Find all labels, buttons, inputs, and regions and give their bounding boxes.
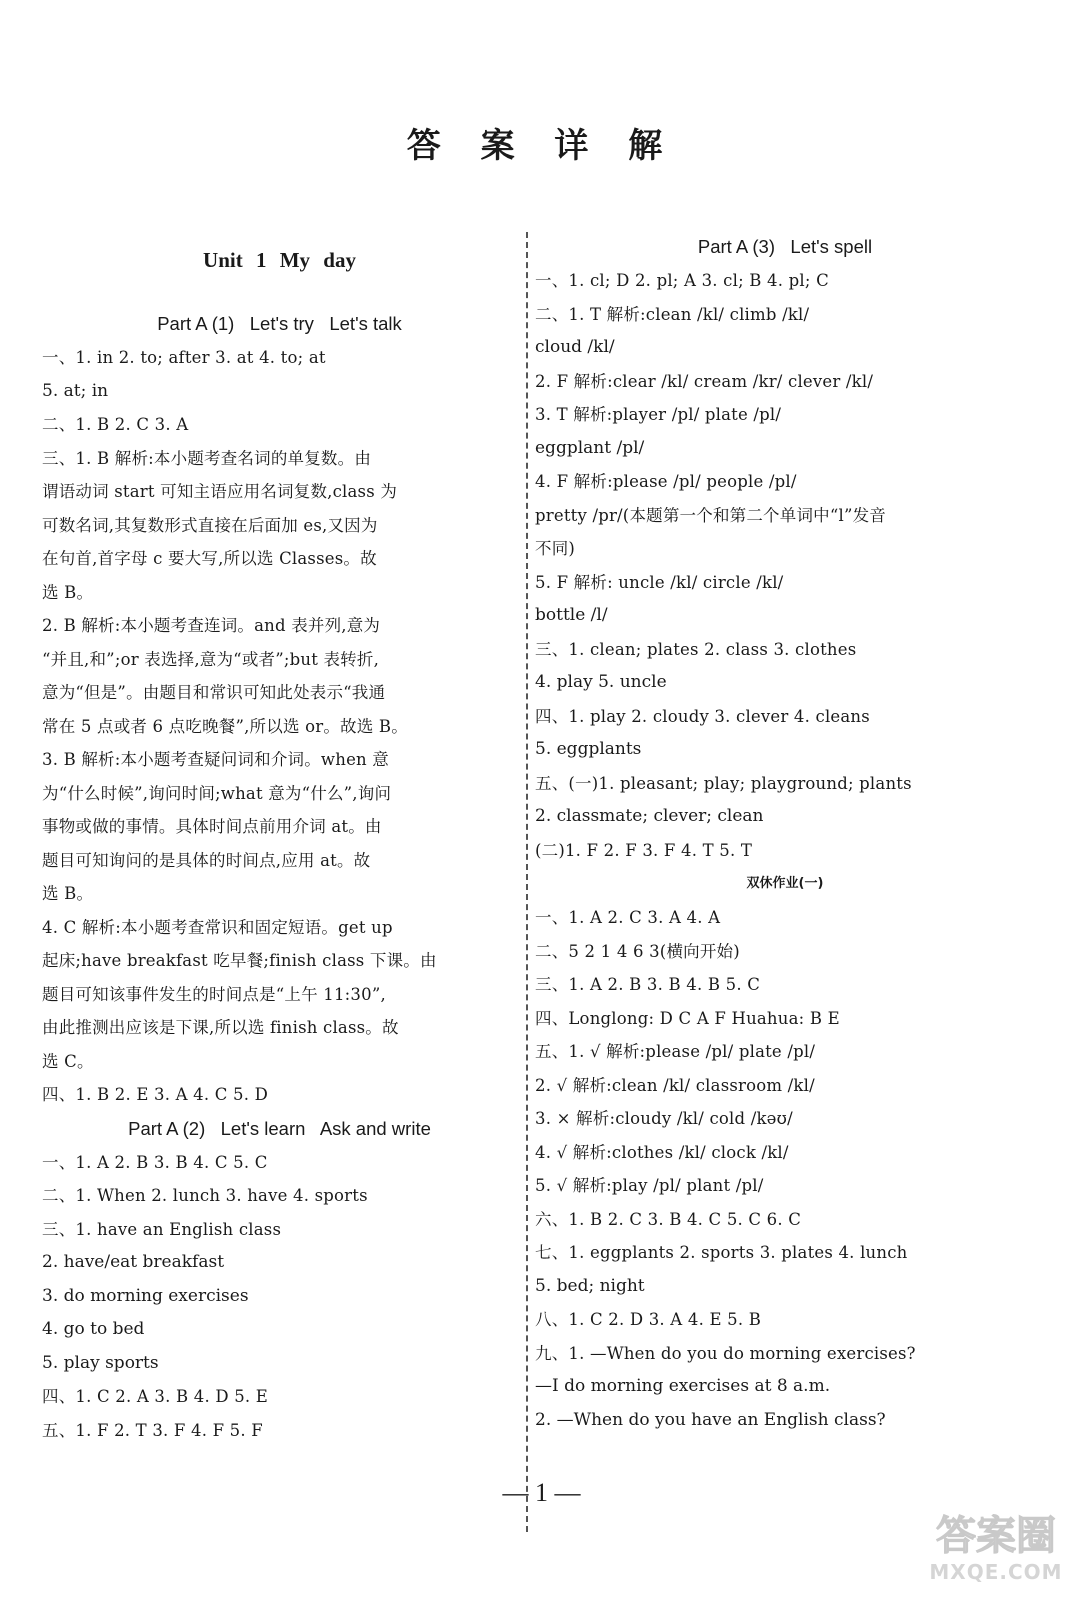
answer-line: 4. C 解析:本小题考查常识和固定短语。get up: [42, 917, 393, 937]
answer-line: 2. √ 解析:clean /kl/ classroom /kl/: [535, 1075, 815, 1095]
answer-line: 三、1. have an English class: [42, 1219, 282, 1239]
answer-line: 5. √ 解析:play /pl/ plant /pl/: [535, 1176, 764, 1195]
answer-line: 为“什么时候”,询问时间;what 意为“什么”,询问: [42, 783, 392, 803]
answer-line: 可数名词,其复数形式直接在后面加 es,又因为: [42, 515, 378, 535]
answer-line: “并且,和”;or 表选择,意为“或者”;but 表转折,: [42, 649, 380, 669]
answer-line: 3. do morning exercises: [42, 1285, 249, 1306]
watermark-url: MXQE.COM: [929, 1560, 1063, 1584]
answer-line: 一、1. cl; D 2. pl; A 3. cl; B 4. pl; C: [535, 271, 829, 290]
answer-line: 2. —When do you have an English class?: [535, 1409, 886, 1430]
watermark-logo: [921, 1512, 1071, 1592]
answer-line: 三、1. clean; plates 2. class 3. clothes: [535, 639, 857, 659]
page-title: 答 案 详 解: [406, 126, 677, 166]
answer-line: 由此推测出应该是下课,所以选 finish class。故: [42, 1018, 399, 1037]
answer-line: 在句首,首字母 c 要大写,所以选 Classes。故: [42, 549, 377, 568]
answer-line: 七、1. eggplants 2. sports 3. plates 4. lunch: [535, 1243, 908, 1262]
answer-line: 二、5 2 1 4 6 3(横向开始): [535, 941, 740, 961]
answer-line: 九、1. —When do you do morning exercises?: [535, 1343, 916, 1363]
answer-line: 题目可知该事件发生的时间点是“上午 11:30”,: [42, 984, 386, 1004]
answer-section: [42, 307, 517, 1112]
answer-line: 一、1. A 2. B 3. B 4. C 5. C: [42, 1152, 268, 1172]
answer-line: 三、1. B 解析:本小题考查名词的单复数。由: [42, 448, 372, 468]
answer-line: 选 C。: [42, 1051, 94, 1071]
answer-line: 四、Longlong: D C A F Huahua: B E: [535, 1008, 840, 1028]
answer-line: 2. B 解析:本小题考查连词。and 表并列,意为: [42, 616, 381, 635]
answer-line: 5. at; in: [42, 380, 109, 401]
answer-line: 一、1. in 2. to; after 3. at 4. to; at: [42, 348, 326, 367]
answer-line: 常在 5 点或者 6 点吃晚餐”,所以选 or。故选 B。: [42, 716, 408, 736]
answer-line: 4. √ 解析:clothes /kl/ clock /kl/: [535, 1142, 789, 1162]
unit-title: Unit 1 My day: [203, 248, 356, 272]
answer-line: 四、1. B 2. E 3. A 4. C 5. D: [42, 1085, 269, 1104]
answer-line: 3. B 解析:本小题考查疑问词和介词。when 意: [42, 750, 390, 769]
answer-line: 五、(一)1. pleasant; play; playground; plants: [535, 773, 912, 793]
answer-line: 5. play sports: [42, 1352, 159, 1373]
answer-line: 三、1. A 2. B 3. B 4. B 5. C: [535, 975, 761, 994]
answer-line: 5. bed; night: [535, 1275, 645, 1296]
answer-line: 选 B。: [42, 884, 94, 903]
right-answer-blocks: [535, 230, 1035, 1437]
answer-line: 五、1. √ 解析:please /pl/ plate /pl/: [535, 1042, 816, 1061]
answer-line: 5. F 解析: uncle /kl/ circle /kl/: [535, 572, 784, 592]
answer-line: 二、1. B 2. C 3. A: [42, 415, 189, 434]
page-number: — 1 —: [502, 1478, 581, 1507]
left-answer-blocks: [42, 307, 517, 1447]
answer-line: 3. × 解析:cloudy /kl/ cold /kəʊ/: [535, 1109, 793, 1128]
answer-line: 四、1. play 2. cloudy 3. clever 4. cleans: [535, 706, 870, 726]
answer-line: 五、1. F 2. T 3. F 4. F 5. F: [42, 1420, 263, 1440]
answer-line: 2. F 解析:clear /kl/ cream /kr/ clever /kl/: [535, 371, 874, 391]
watermark-glyphs: 答案圈: [936, 1513, 1056, 1559]
answer-line: pretty /pr/(本题第一个和第二个单词中“l”发音: [535, 505, 886, 525]
answer-section: [535, 867, 1035, 1437]
answer-line: cloud /kl/: [535, 337, 615, 357]
answer-line: 不同): [535, 539, 576, 558]
answer-line: (二)1. F 2. F 3. F 4. T 5. T: [535, 840, 753, 860]
answer-line: eggplant /pl/: [535, 437, 645, 458]
answer-line: 5. eggplants: [535, 739, 642, 759]
answer-section: [535, 230, 1035, 867]
answer-line: bottle /l/: [535, 605, 608, 625]
answer-section: [42, 1112, 517, 1448]
left-column: [42, 230, 517, 1447]
answer-line: 二、1. When 2. lunch 3. have 4. sports: [42, 1186, 368, 1205]
answer-line: 选 B。: [42, 582, 94, 602]
answer-line: 六、1. B 2. C 3. B 4. C 5. C 6. C: [535, 1209, 802, 1229]
answer-line: —I do morning exercises at 8 a.m.: [535, 1376, 831, 1396]
answer-line: 4. F 解析:please /pl/ people /pl/: [535, 472, 797, 491]
answer-line: 事物或做的事情。具体时间点前用介词 at。由: [42, 817, 382, 836]
section-heading: Part A (1) Let's try Let's talk: [157, 313, 402, 334]
answer-line: 四、1. C 2. A 3. B 4. D 5. E: [42, 1387, 269, 1406]
section-heading: Part A (2) Let's learn Ask and write: [128, 1117, 431, 1139]
answer-line: 八、1. C 2. D 3. A 4. E 5. B: [535, 1310, 762, 1329]
answer-line: 4. go to bed: [42, 1319, 145, 1339]
answer-line: 起床;have breakfast 吃早餐;finish class 下课。由: [42, 951, 437, 970]
right-column: [535, 230, 1035, 1437]
answer-line: 二、1. T 解析:clean /kl/ climb /kl/: [535, 304, 810, 324]
answer-line: 3. T 解析:player /pl/ plate /pl/: [535, 405, 782, 424]
answer-line: 意为“但是”。由题目和常识可知此处表示“我通: [42, 683, 386, 702]
answer-line: 题目可知询问的是具体的时间点,应用 at。故: [42, 850, 371, 870]
answer-line: 一、1. A 2. C 3. A 4. A: [535, 908, 721, 927]
answer-line: 4. play 5. uncle: [535, 672, 667, 692]
answer-line: 2. have/eat breakfast: [42, 1252, 225, 1272]
section-heading: Part A (3) Let's spell: [697, 236, 873, 257]
answer-line: 谓语动词 start 可知主语应用名词复数,class 为: [42, 482, 398, 501]
answer-line: 2. classmate; clever; clean: [535, 806, 764, 826]
section-heading: 双休作业(一): [746, 876, 824, 891]
column-divider: [526, 232, 528, 1532]
